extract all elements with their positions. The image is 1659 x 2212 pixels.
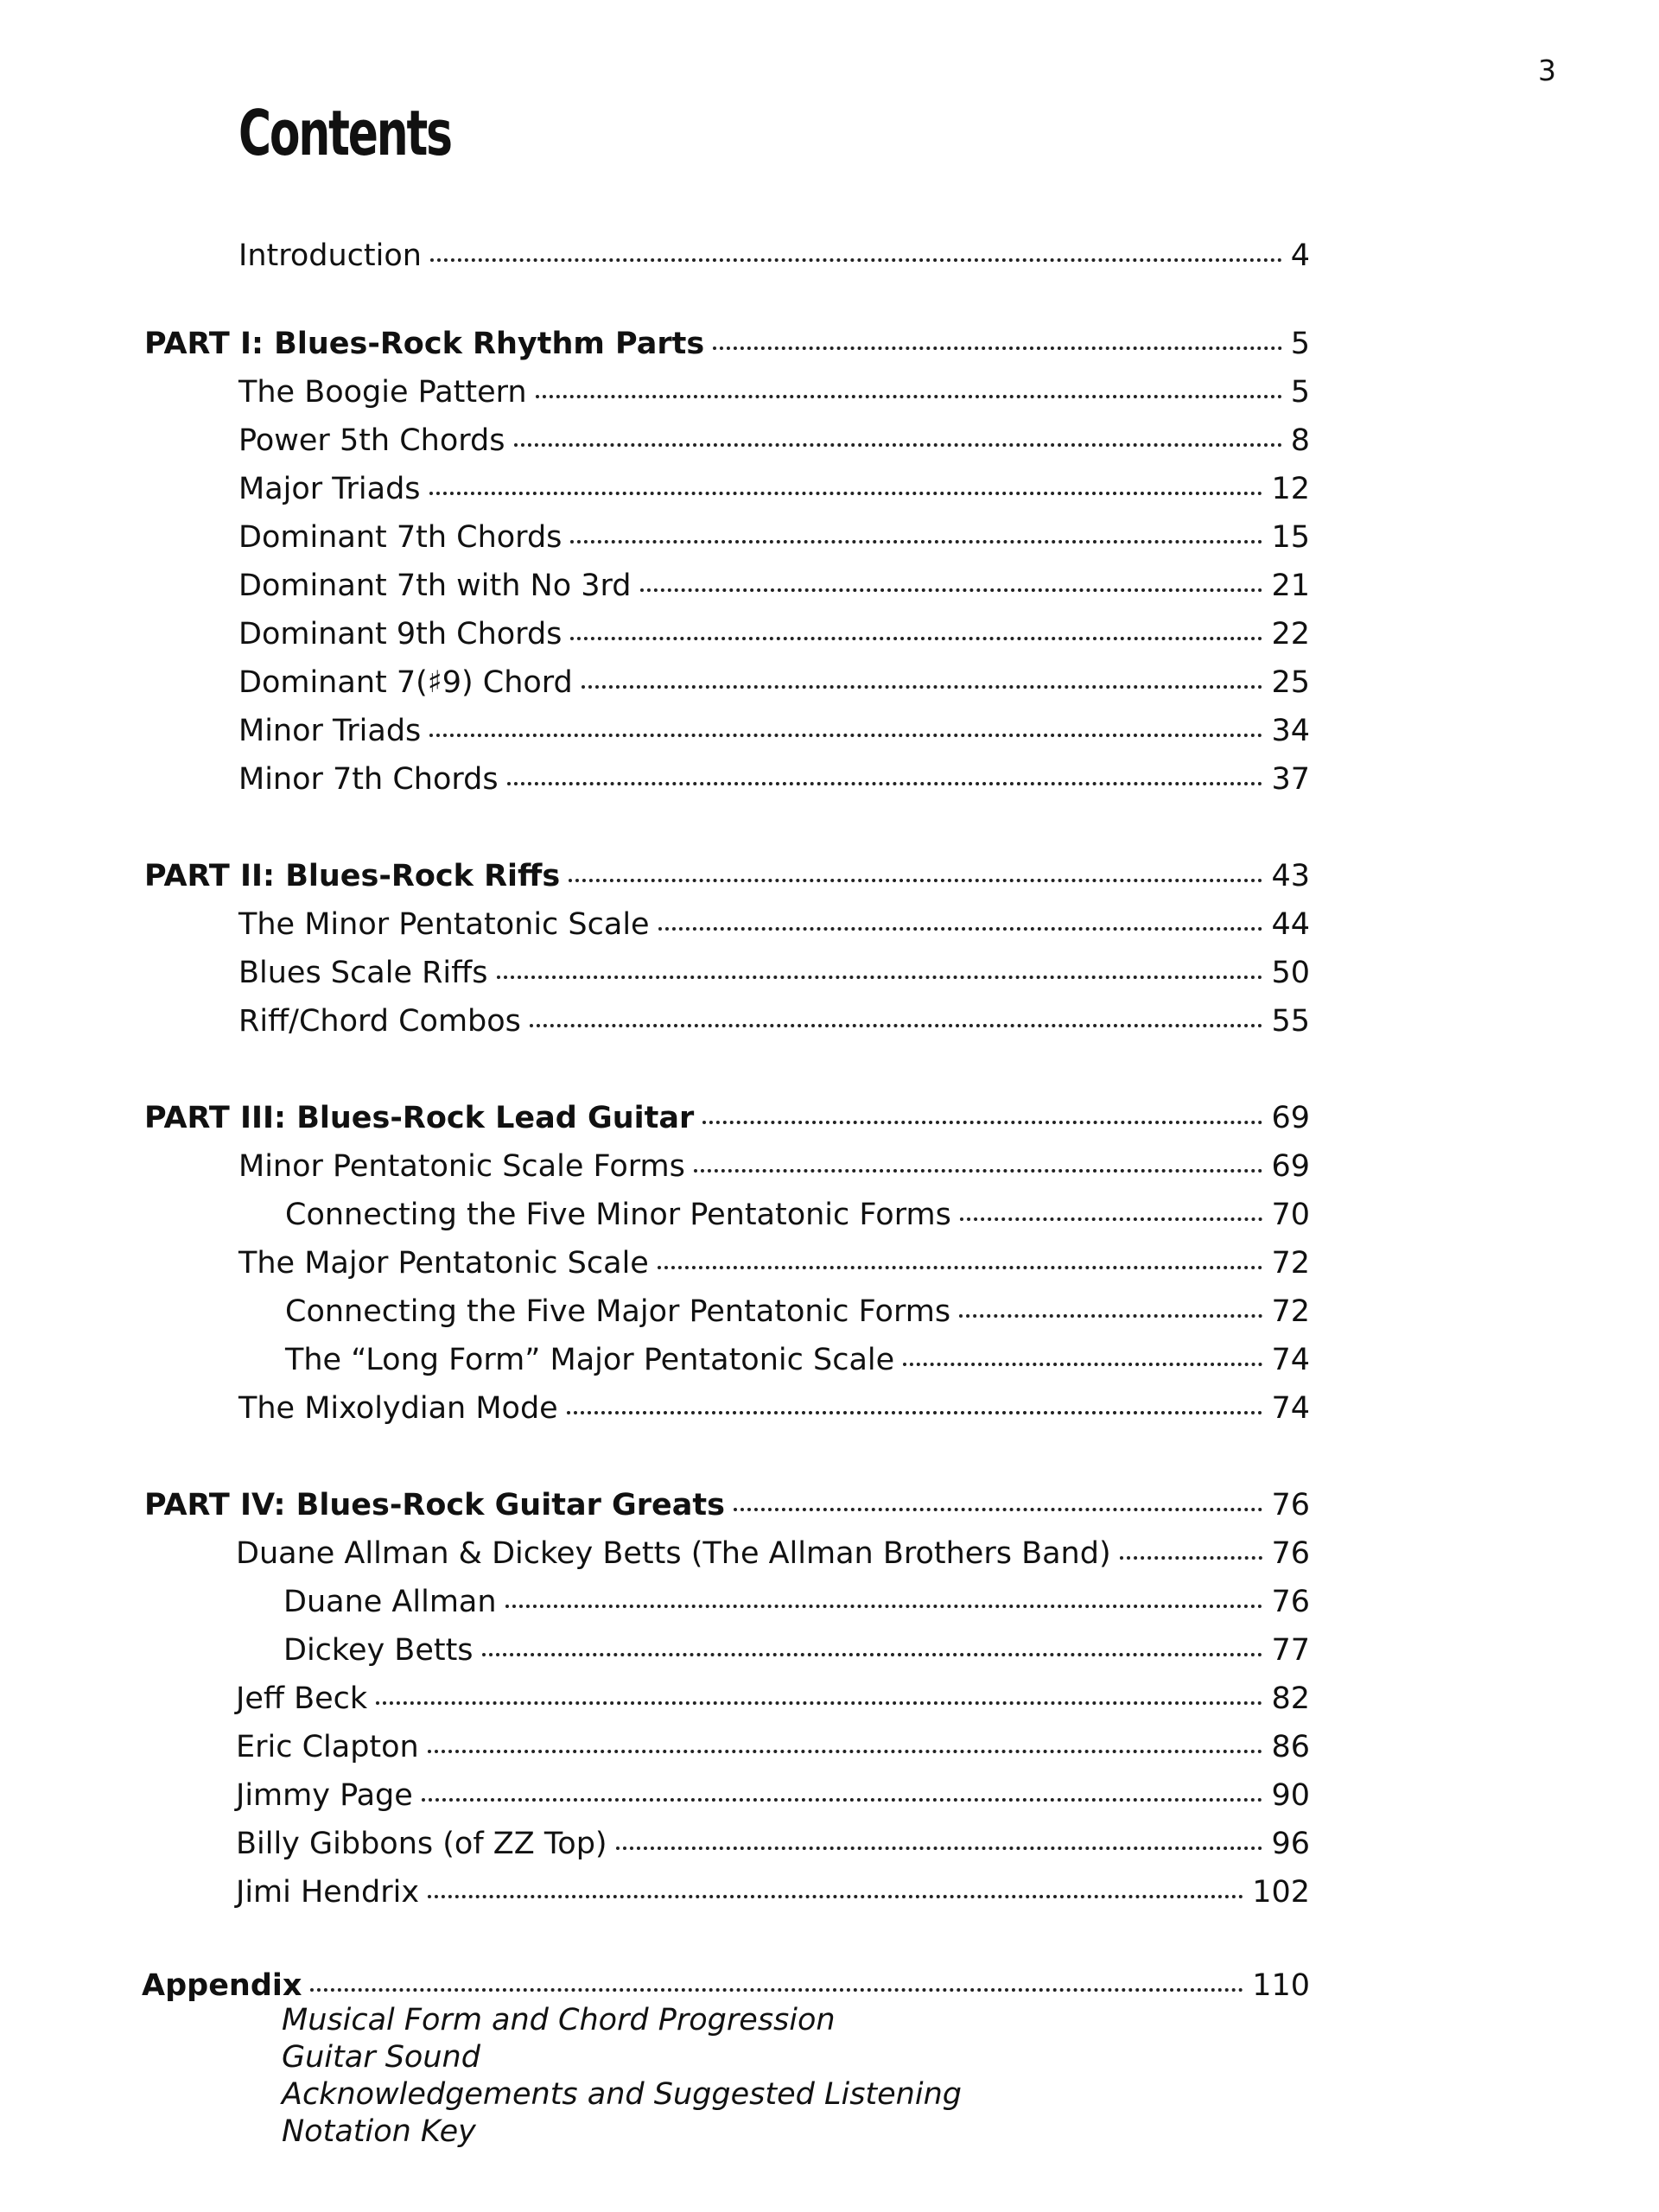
toc-entry-page: 5 bbox=[1290, 375, 1310, 410]
page-title: Contents bbox=[238, 97, 451, 169]
toc-entry-page: 90 bbox=[1271, 1778, 1310, 1813]
toc-entry-label: The Minor Pentatonic Scale bbox=[238, 907, 650, 942]
dot-leader bbox=[1120, 1526, 1263, 1560]
toc-entry-label: Jimi Hendrix bbox=[236, 1875, 420, 1910]
toc-entry-label: Minor 7th Chords bbox=[238, 762, 499, 797]
dot-leader bbox=[734, 1478, 1263, 1511]
toc-entry[interactable] bbox=[238, 610, 1310, 653]
toc-entry-page: 110 bbox=[1252, 1968, 1310, 2003]
dot-leader bbox=[702, 1090, 1262, 1124]
toc-entry[interactable] bbox=[238, 465, 1310, 508]
dot-leader bbox=[482, 1623, 1263, 1656]
toc-part-1[interactable] bbox=[144, 320, 1310, 363]
toc-entry-label: Eric Clapton bbox=[236, 1730, 419, 1764]
toc-entry-label: Jeff Beck bbox=[236, 1681, 368, 1716]
toc-entry-label: The Major Pentatonic Scale bbox=[238, 1246, 649, 1281]
toc-entry[interactable] bbox=[238, 658, 1310, 702]
toc-entry-label: Blues Scale Riffs bbox=[238, 956, 488, 990]
dot-leader bbox=[567, 1381, 1263, 1414]
toc-entry[interactable] bbox=[283, 1626, 1310, 1669]
dot-leader bbox=[960, 1187, 1263, 1221]
toc-entry-label: Riff/Chord Combos bbox=[238, 1004, 521, 1039]
toc-entry-label: Dominant 7th with No 3rd bbox=[238, 569, 632, 603]
appendix-sublist bbox=[282, 2002, 962, 2151]
dot-leader bbox=[430, 228, 1282, 262]
toc-part-4[interactable] bbox=[144, 1481, 1310, 1524]
appendix-item: Acknowledgements and Suggested Listening bbox=[282, 2077, 962, 2112]
dot-leader bbox=[640, 558, 1263, 592]
toc-entry-page: 102 bbox=[1252, 1875, 1310, 1910]
toc-part-2[interactable] bbox=[144, 852, 1310, 895]
toc-entry[interactable] bbox=[238, 949, 1310, 992]
toc-entry-page: 21 bbox=[1271, 569, 1310, 603]
toc-entry-page: 76 bbox=[1271, 1488, 1310, 1522]
toc-entry-label: Dominant 9th Chords bbox=[238, 617, 563, 652]
toc-entry-page: 82 bbox=[1271, 1681, 1310, 1716]
appendix-item: Notation Key bbox=[282, 2114, 476, 2149]
dot-leader bbox=[429, 703, 1262, 737]
toc-entry[interactable] bbox=[238, 707, 1310, 750]
toc-entry[interactable] bbox=[238, 900, 1310, 944]
dot-leader bbox=[569, 849, 1262, 882]
toc-entry[interactable] bbox=[236, 1723, 1310, 1766]
toc-entry-page: 72 bbox=[1271, 1246, 1310, 1281]
toc-entry[interactable] bbox=[238, 997, 1310, 1040]
toc-entry-label: The Mixolydian Mode bbox=[238, 1391, 558, 1426]
toc-entry-page: 77 bbox=[1271, 1633, 1310, 1668]
toc-entry-page: 96 bbox=[1271, 1827, 1310, 1861]
toc-entry-page: 76 bbox=[1271, 1585, 1310, 1619]
toc-entry-label: Dickey Betts bbox=[283, 1633, 474, 1668]
toc-appendix[interactable] bbox=[142, 1961, 1310, 2005]
toc-entry[interactable] bbox=[238, 1239, 1310, 1282]
toc-entry-label: Connecting the Five Major Pentatonic Forms bbox=[285, 1294, 951, 1329]
toc-entry-label: Power 5th Chords bbox=[238, 423, 505, 458]
dot-leader bbox=[530, 994, 1263, 1027]
dot-leader bbox=[694, 1139, 1263, 1173]
toc-entry[interactable] bbox=[285, 1191, 1310, 1234]
dot-leader bbox=[497, 945, 1263, 979]
toc-entry-page: 72 bbox=[1271, 1294, 1310, 1329]
dot-leader bbox=[536, 365, 1282, 398]
toc-entry-label: PART IV: Blues-Rock Guitar Greats bbox=[144, 1488, 725, 1522]
toc-entry[interactable] bbox=[285, 1336, 1310, 1379]
toc-entry-label: PART I: Blues-Rock Rhythm Parts bbox=[144, 327, 705, 361]
toc-entry-label: Minor Triads bbox=[238, 714, 422, 748]
toc-entry-label: Appendix bbox=[142, 1968, 302, 2003]
dot-leader bbox=[376, 1671, 1262, 1705]
dot-leader bbox=[507, 752, 1263, 785]
toc-entry-page: 43 bbox=[1271, 859, 1310, 893]
toc-entry-label: Jimmy Page bbox=[236, 1778, 413, 1813]
toc-entry-page: 25 bbox=[1271, 665, 1310, 700]
toc-entry-page: 69 bbox=[1271, 1101, 1310, 1135]
toc-entry-page: 74 bbox=[1271, 1343, 1310, 1377]
toc-entry-label: The Boogie Pattern bbox=[238, 375, 527, 410]
toc-entry-page: 15 bbox=[1271, 520, 1310, 555]
dot-leader bbox=[713, 316, 1282, 350]
dot-leader bbox=[658, 1236, 1263, 1269]
dot-leader bbox=[310, 1958, 1243, 1992]
dot-leader bbox=[428, 1865, 1243, 1898]
toc-entry-label: Billy Gibbons (of ZZ Top) bbox=[236, 1827, 607, 1861]
toc-entry-label: Introduction bbox=[238, 238, 422, 273]
toc-entry-page: 12 bbox=[1271, 472, 1310, 506]
toc-entry[interactable] bbox=[236, 1771, 1310, 1815]
dot-leader bbox=[582, 655, 1263, 689]
toc-entry-label: The “Long Form” Major Pentatonic Scale bbox=[285, 1343, 895, 1377]
dot-leader bbox=[428, 1719, 1263, 1753]
toc-entry[interactable] bbox=[238, 368, 1310, 411]
toc-entry-label: Dominant 7th Chords bbox=[238, 520, 563, 555]
toc-entry-page: 50 bbox=[1271, 956, 1310, 990]
toc-entry-label: Connecting the Five Minor Pentatonic Forms bbox=[285, 1198, 951, 1232]
toc-entry[interactable] bbox=[283, 1578, 1310, 1621]
toc-entry-page: 44 bbox=[1271, 907, 1310, 942]
appendix-item: Musical Form and Chord Progression bbox=[282, 2003, 836, 2037]
toc-entry[interactable] bbox=[238, 1384, 1310, 1427]
toc-entry-page: 55 bbox=[1271, 1004, 1310, 1039]
toc-entry-page: 4 bbox=[1290, 238, 1310, 273]
toc-part-3[interactable] bbox=[144, 1094, 1310, 1137]
toc-entry[interactable] bbox=[236, 1868, 1310, 1911]
toc-entry[interactable] bbox=[236, 1820, 1310, 1863]
toc-entry-label: Minor Pentatonic Scale Forms bbox=[238, 1149, 685, 1184]
toc-entry-introduction[interactable] bbox=[238, 232, 1310, 275]
toc-entry-label: Duane Allman bbox=[283, 1585, 497, 1619]
toc-entry-page: 37 bbox=[1271, 762, 1310, 797]
dot-leader bbox=[422, 1768, 1263, 1802]
toc-entry-page: 74 bbox=[1271, 1391, 1310, 1426]
toc-entry[interactable] bbox=[238, 416, 1310, 460]
dot-leader bbox=[903, 1332, 1262, 1366]
toc-entry-label: PART II: Blues-Rock Riffs bbox=[144, 859, 561, 893]
dot-leader bbox=[959, 1284, 1262, 1318]
toc-entry-label: Major Triads bbox=[238, 472, 421, 506]
toc-entry[interactable] bbox=[238, 562, 1310, 605]
toc-entry-page: 70 bbox=[1271, 1198, 1310, 1232]
toc-entry-page: 22 bbox=[1271, 617, 1310, 652]
toc-entry-page: 69 bbox=[1271, 1149, 1310, 1184]
dot-leader bbox=[505, 1574, 1263, 1608]
dot-leader bbox=[658, 897, 1263, 931]
toc-entry-page: 86 bbox=[1271, 1730, 1310, 1764]
toc-entry[interactable] bbox=[238, 513, 1310, 556]
toc-entry[interactable] bbox=[238, 1142, 1310, 1185]
dot-leader bbox=[570, 510, 1262, 543]
toc-entry-page: 34 bbox=[1271, 714, 1310, 748]
toc-entry-page: 76 bbox=[1271, 1536, 1310, 1571]
toc-entry-page: 5 bbox=[1290, 327, 1310, 361]
toc-entry[interactable] bbox=[236, 1675, 1310, 1718]
dot-leader bbox=[616, 1816, 1263, 1850]
toc-entry[interactable] bbox=[285, 1287, 1310, 1331]
toc-entry[interactable] bbox=[238, 755, 1310, 798]
toc-entry-label: PART III: Blues-Rock Lead Guitar bbox=[144, 1101, 695, 1135]
toc-entry-label: Dominant 7(♯9) Chord bbox=[238, 665, 573, 700]
appendix-item: Guitar Sound bbox=[282, 2040, 480, 2075]
toc-entry[interactable] bbox=[236, 1529, 1310, 1573]
dot-leader bbox=[570, 607, 1262, 640]
page-number: 3 bbox=[1538, 54, 1556, 87]
dot-leader bbox=[514, 413, 1282, 447]
toc-entry-page: 8 bbox=[1290, 423, 1310, 458]
toc-entry-label: Duane Allman & Dickey Betts (The Allman Brothers Band) bbox=[236, 1536, 1111, 1571]
dot-leader bbox=[429, 461, 1263, 495]
